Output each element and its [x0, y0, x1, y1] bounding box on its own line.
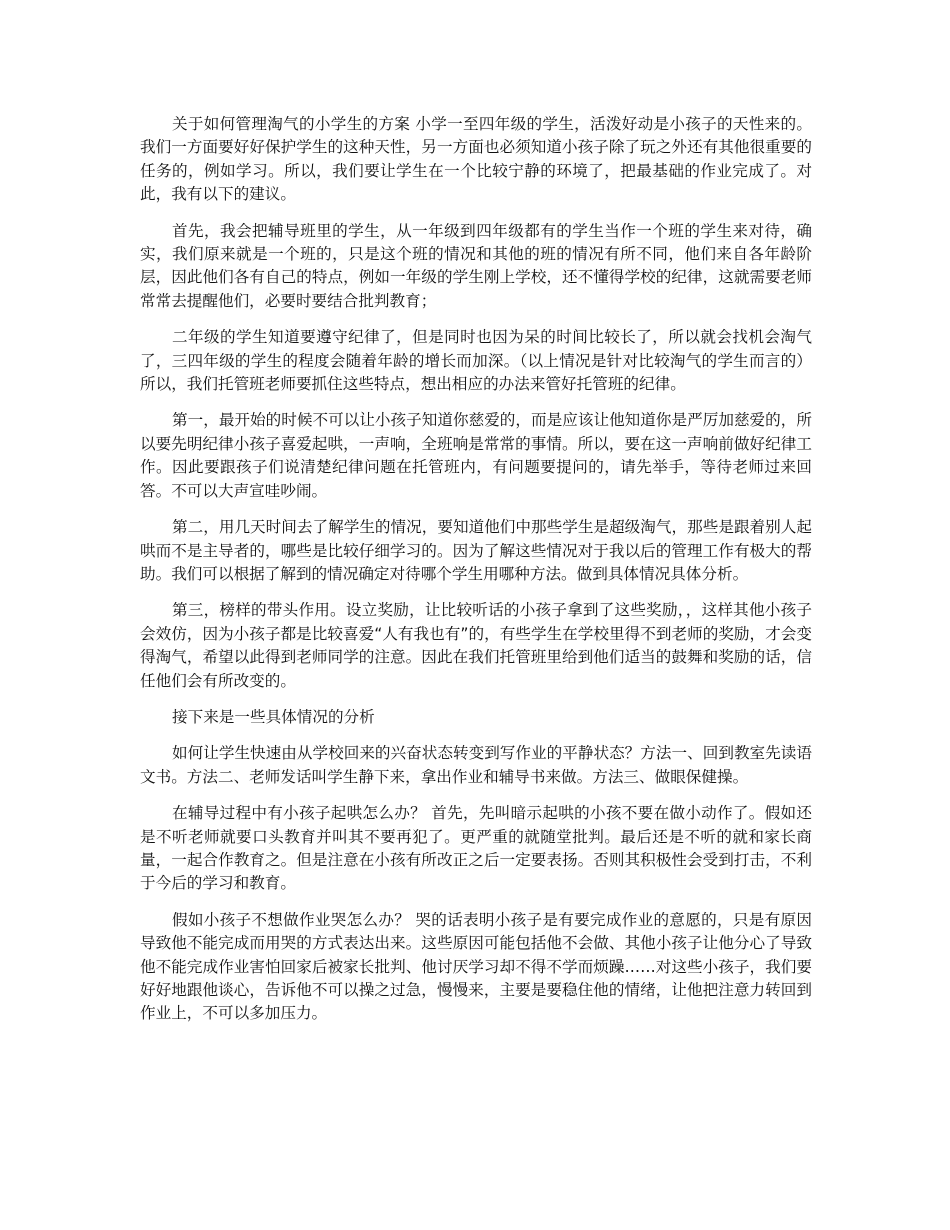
paragraph-rule-two: 第二，用几天时间去了解学生的情况，要知道他们中那些学生是超级淘气，那些是跟着别人起哄而不是主导者的，哪些是比较仔细学习的。因为了解这些情况对于我以后的管理工作有极大的帮助。我们可以根据了解到的情况确定对待哪个学生用哪种方法。做到具体情况具体分析。: [140, 518, 812, 583]
paragraph-crying: 假如小孩子不想做作业哭怎么办？ 哭的话表明小孩子是有要完成作业的意愿的，只是有原因导致他不能完成而用哭的方式表达出来。这些原因可能包括他不会做、其他小孩子让他分心了导致他不能完成作业害怕回家后被家长批判、他讨厌学习却不得不学而烦躁……对这些小孩子，我们要好好地跟他谈心，告诉他不可以操之过急，慢慢来，主要是要稳住他的情绪，让他把注意力转回到作业上，不可以多加压力。: [140, 910, 812, 1023]
paragraph-intro: 关于如何管理淘气的小学生的方案 小学一至四年级的学生，活泼好动是小孩子的天性来的。我们一方面要好好保护学生的这种天性，另一方面也必须知道小孩子除了玩之外还有其他很重要的任务的，例如学习。所以，我们要让学生在一个比较宁静的环境了，把最基础的作业完成了。对此，我有以下的建议。: [140, 115, 812, 204]
paragraph-analysis-heading: 接下来是一些具体情况的分析: [172, 707, 375, 726]
paragraph-first-point: 首先，我会把辅导班里的学生，从一年级到四年级都有的学生当作一个班的学生来对待，确实，我们原来就是一个班的，只是这个班的情况和其他的班的情况有所不同，他们来自各年龄阶层，因此他们各有自己的特点，例如一年级的学生刚上学校，还不懂得学校的纪律，这就需要老师常常去提醒他们，必要时要结合批判教育；: [140, 221, 812, 310]
paragraph-rule-one: 第一，最开始的时候不可以让小孩子知道你慈爱的，而是应该让他知道你是严厉加慈爱的，所以要先明纪律小孩子喜爱起哄，一声响，全班响是常常的事情。所以，要在这一声响前做好纪律工作。因此要跟孩子们说清楚纪律问题在托管班内，有问题要提问的，请先举手，等待老师过来回答。不可以大声宣哇吵闹。: [140, 411, 812, 500]
document-body: [140, 113, 812, 1039]
paragraph-calm-down: 如何让学生快速由从学校回来的兴奋状态转变到写作业的平静状态？方法一、回到教室先读语文书。方法二、老师发话叫学生静下来，拿出作业和辅导书来做。方法三、做眼保健操。: [140, 744, 812, 786]
paragraph-rule-three: 第三，榜样的带头作用。设立奖励，让比较听话的小孩子拿到了这些奖励，，这样其他小孩子会效仿，因为小孩子都是比较喜爱“人有我也有”的，有些学生在学校里得不到老师的奖励，才会变得淘气，希望以此得到老师同学的注意。因此在我们托管班里给到他们适当的鼓舞和奖励的话，信任他们会有所改变的。: [140, 601, 812, 690]
paragraph-disruption: 在辅导过程中有小孩子起哄怎么办？ 首先，先叫暗示起哄的小孩不要在做小动作了。假如还是不听老师就要口头教育并叫其不要再犯了。更严重的就随堂批判。最后还是不听的就和家长商量，一起合作教育之。但是注意在小孩有所改正之后一定要表扬。否则其积极性会受到打击，不利于今后的学习和教育。: [140, 804, 812, 893]
paragraph-second-grade: 二年级的学生知道要遵守纪律了，但是同时也因为呆的时间比较长了，所以就会找机会淘气了，三四年级的学生的程度会随着年龄的增长而加深。（以上情况是针对比较淘气的学生而言的）所以，我们托管班老师要抓住这些特点，想出相应的办法来管好托管班的纪律。: [140, 328, 812, 394]
